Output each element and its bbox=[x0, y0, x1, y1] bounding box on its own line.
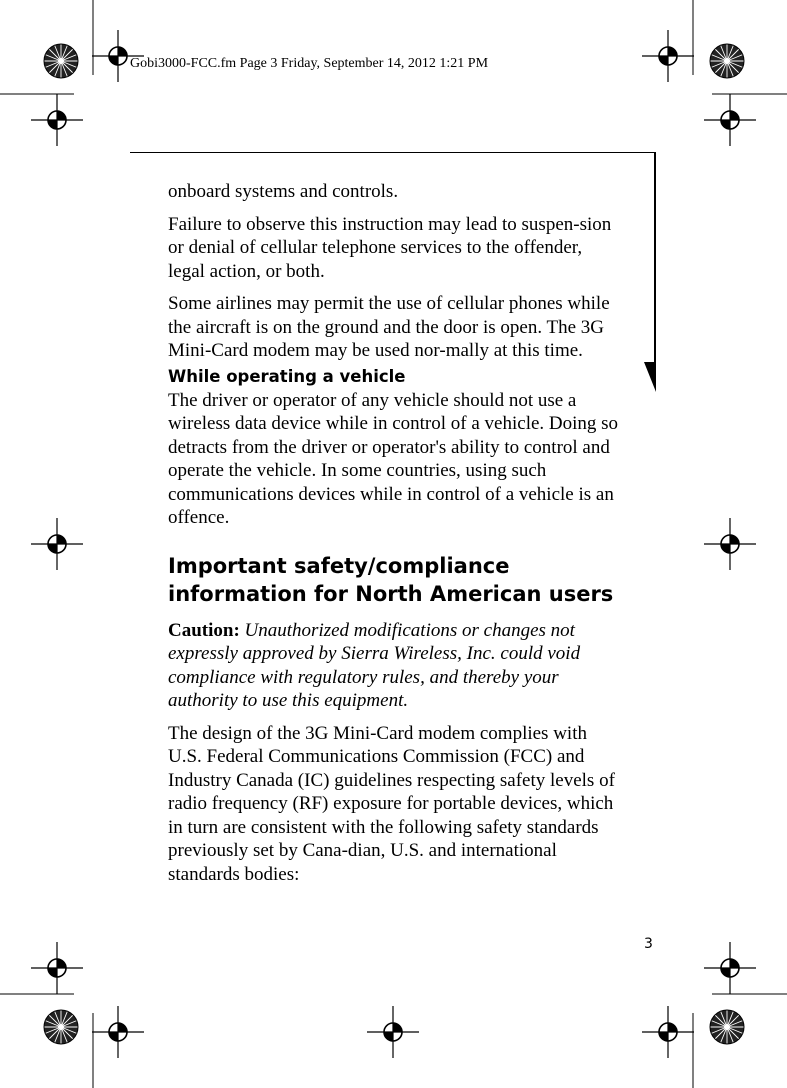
paragraph: Some airlines may permit the use of cellular phones while the aircraft is on the ground and the door is open. The 3G Mini-Card modem may be used nor-mally at this time. bbox=[168, 293, 610, 361]
caution-paragraph bbox=[168, 619, 620, 713]
caution-text: Unauthorized modifications or changes not expressly approved by Sierra Wireless, Inc. could void compliance with regulatory rules, and thereby your authority to use this equipment. bbox=[168, 619, 581, 711]
paragraph: The design of the 3G Mini-Card modem complies with U.S. Federal Communications Commission (FCC) and Industry Canada (IC) guidelines respecting safety levels of radio frequency (RF) exposure for portable devices, which in turn are consistent with the following safety standards previously set by Cana-dian, U.S. and international standards bodies: bbox=[168, 722, 615, 885]
right-edge-rule bbox=[654, 152, 656, 362]
paragraph: Failure to observe this instruction may lead to suspen-sion or denial of cellular telephone services to the offender, legal action, or both. bbox=[168, 213, 612, 282]
paragraph: onboard systems and controls. bbox=[168, 181, 399, 202]
top-rule bbox=[130, 152, 656, 153]
page-number: 3 bbox=[644, 936, 653, 952]
corner-tab-marker bbox=[644, 362, 656, 392]
page-body bbox=[168, 180, 620, 895]
caution-label: Caution: bbox=[168, 619, 240, 641]
paragraph: The driver or operator of any vehicle should not use a wireless data device while in control of a vehicle. Doing so detracts from the driver or operator's ability to control and operate the vehicle. In some countries, using such communications devices while in control of a vehicle is an offence. bbox=[168, 389, 619, 528]
file-slug-header: Gobi3000-FCC.fm Page 3 Friday, September 14, 2012 1:21 PM bbox=[130, 56, 489, 71]
section-heading: Important safety/compliance information for North American users bbox=[168, 553, 614, 606]
subheading: While operating a vehicle bbox=[168, 366, 406, 386]
